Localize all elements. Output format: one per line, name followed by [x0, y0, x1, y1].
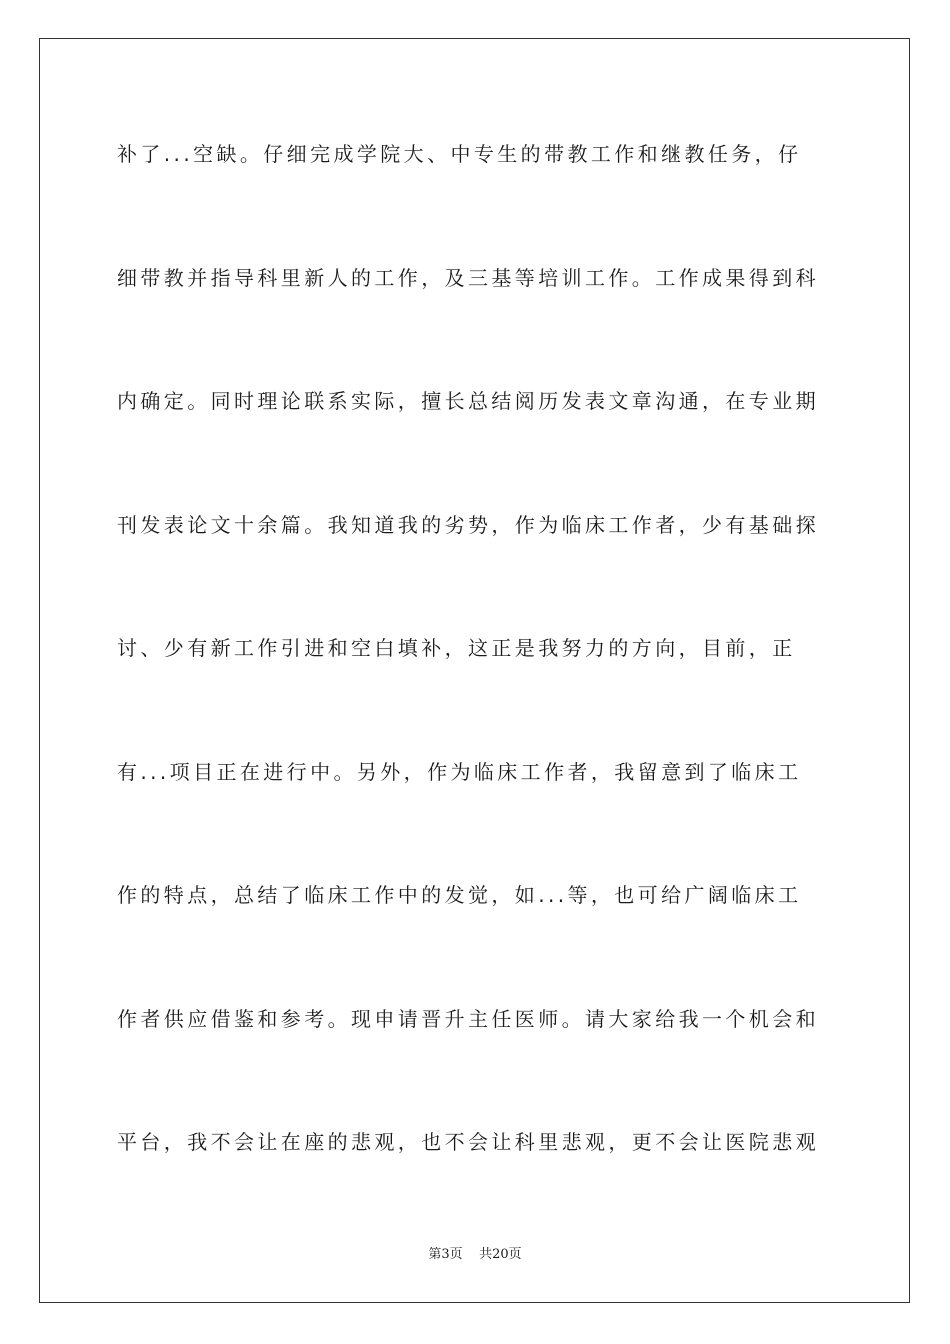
text-line: 补了...空缺。仔细完成学院大、中专生的带教工作和继教任务，仔: [117, 142, 802, 166]
page-total: 共20页: [479, 1247, 522, 1262]
text-line: 细带教并指导科里新人的工作，及三基等培训工作。工作成果得到科: [117, 266, 819, 290]
text-line: 刊发表论文十余篇。我知道我的劣势，作为临床工作者，少有基础探: [117, 513, 819, 537]
page-footer: [0, 1246, 950, 1264]
page-border: [39, 38, 910, 1303]
text-line: 内确定。同时理论联系实际，擅长总结阅历发表文章沟通，在专业期: [117, 389, 819, 413]
text-line: 有...项目正在进行中。另外，作为临床工作者，我留意到了临床工: [117, 760, 802, 784]
text-line: 平台，我不会让在座的悲观，也不会让科里悲观，更不会让医院悲观: [117, 1130, 819, 1154]
text-line: 作者供应借鉴和参考。现申请晋升主任医师。请大家给我一个机会和: [117, 1007, 819, 1031]
text-line: 作的特点，总结了临床工作中的发觉，如...等，也可给广阔临床工: [117, 883, 802, 907]
text-line: 讨、少有新工作引进和空白填补，这正是我努力的方向，目前，正: [117, 636, 796, 660]
page-number: 第3页: [428, 1247, 463, 1262]
